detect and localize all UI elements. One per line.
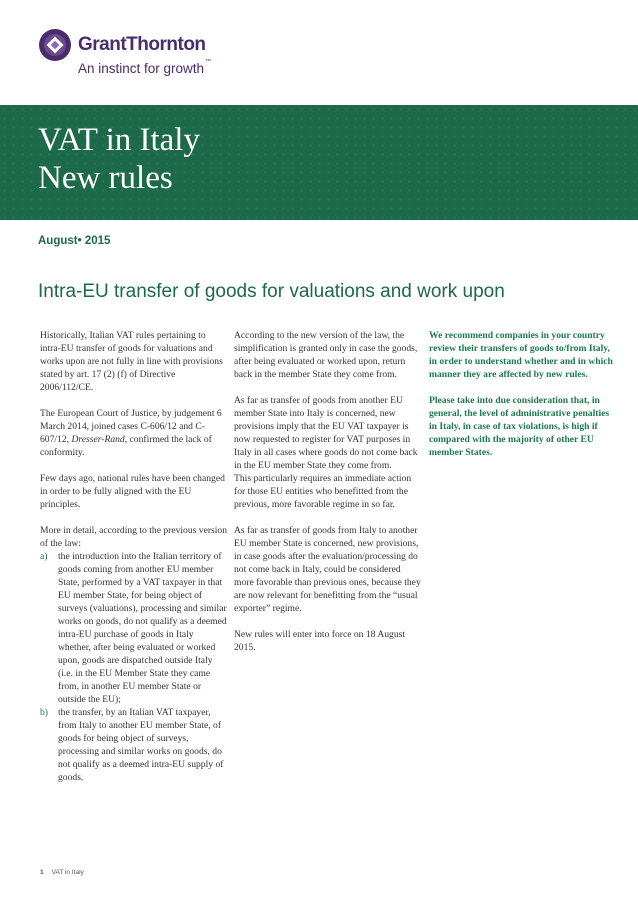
provisions-list bbox=[40, 550, 228, 784]
brand-name: GrantThornton bbox=[78, 34, 206, 55]
case-name: Dresser-Rand bbox=[71, 434, 125, 445]
paragraph-text: , confirmed the lack of conformity. bbox=[40, 434, 212, 458]
paragraph-court-judgement bbox=[40, 407, 228, 459]
title-banner bbox=[0, 105, 638, 220]
paragraph: More in detail, according to the previous version of the law: bbox=[40, 525, 228, 549]
grant-thornton-logo-mark-icon bbox=[38, 28, 72, 62]
paragraph: Few days ago, national rules have been changed in order to be fully aligned with the EU principles. bbox=[40, 473, 225, 510]
trademark-symbol: ™ bbox=[205, 59, 211, 65]
recommendation-paragraph: We recommend companies in your country review their transfers of goods to/from Italy, in order to understand whether and in which manner they are affected by new rules. bbox=[429, 330, 613, 380]
publication-date: August• 2015 bbox=[38, 235, 111, 247]
paragraph-text: The European Court of Justice, by judgement 6 March 2014, joined cases C-606/12 and C-607/12, bbox=[40, 408, 222, 445]
list-item bbox=[40, 550, 228, 706]
title-line-1: VAT in Italy bbox=[38, 122, 200, 158]
list-item bbox=[40, 706, 228, 784]
list-marker: b) bbox=[40, 707, 48, 718]
list-item-text: the introduction into the Italian territory of goods coming from another EU member State, performed by a VAT taxpayer in that EU member State, for being object of surveys (valuations), processing and similar works on goods, do not qualify as a deemed intra-EU purchase of goods in Italy whether, after being evaluated or worked upon, goods are dispatched outside Italy (i.e. in the EU Member State they came from, in another EU member State or outside the EU); bbox=[58, 551, 227, 705]
grant-thornton-logo bbox=[38, 28, 258, 88]
title-line-2: New rules bbox=[38, 160, 173, 196]
section-heading: Intra-EU transfer of goods for valuations and work upon bbox=[38, 281, 505, 302]
page-footer bbox=[40, 869, 84, 876]
column-right-recommendations bbox=[429, 329, 617, 459]
recommendation-paragraph: Please take into due consideration that, in general, the level of administrative penalties in Italy, in case of tax violations, is high if compared with the majority of other EU member States. bbox=[429, 395, 610, 458]
document-title bbox=[38, 121, 200, 197]
paragraph: As far as transfer of goods from Italy to another EU member State is concerned, new provisions, in case goods after the evaluation/processing do not come back in Italy, could be considered more favorable than previous ones, because they are now relevant for benefitting from the “usual exporter” regime. bbox=[234, 525, 421, 614]
paragraph: As far as transfer of goods from another EU member State into Italy is concerned, new provisions imply that the EU VAT taxpayer is now requested to register for VAT purposes in Italy in all cases where goods do not come back in the EU member State they come from. bbox=[234, 395, 418, 471]
column-middle bbox=[234, 329, 422, 654]
brand-tagline: An instinct for growth bbox=[78, 61, 205, 76]
paragraph: Historically, Italian VAT rules pertaining to intra-EU transfer of goods for valuations and works upon are not fully in line with provisions stated by art. 17 (2) (f) of Directive 2006/112/CE. bbox=[40, 330, 223, 393]
list-marker: a) bbox=[40, 551, 48, 562]
paragraph: This particularly requires an immediate action for those EU entities who benefitted from the previous, more favorable regime in so far. bbox=[234, 473, 412, 510]
paragraph: According to the new version of the law, the simplification is granted only in case the goods, after being evaluated or worked upon, return back in the member State they come from. bbox=[234, 330, 418, 380]
page-number: 1 bbox=[40, 869, 44, 876]
list-item-text: the transfer, by an Italian VAT taxpayer, from Italy to another EU member State, of goods for being object of surveys, processing and similar works on goods, do not qualify as a deemed intra-EU supply of goods. bbox=[58, 707, 224, 783]
footer-label: VAT in Italy bbox=[51, 869, 84, 876]
column-left bbox=[40, 329, 228, 784]
paragraph: New rules will enter into force on 18 August 2015. bbox=[234, 629, 406, 653]
